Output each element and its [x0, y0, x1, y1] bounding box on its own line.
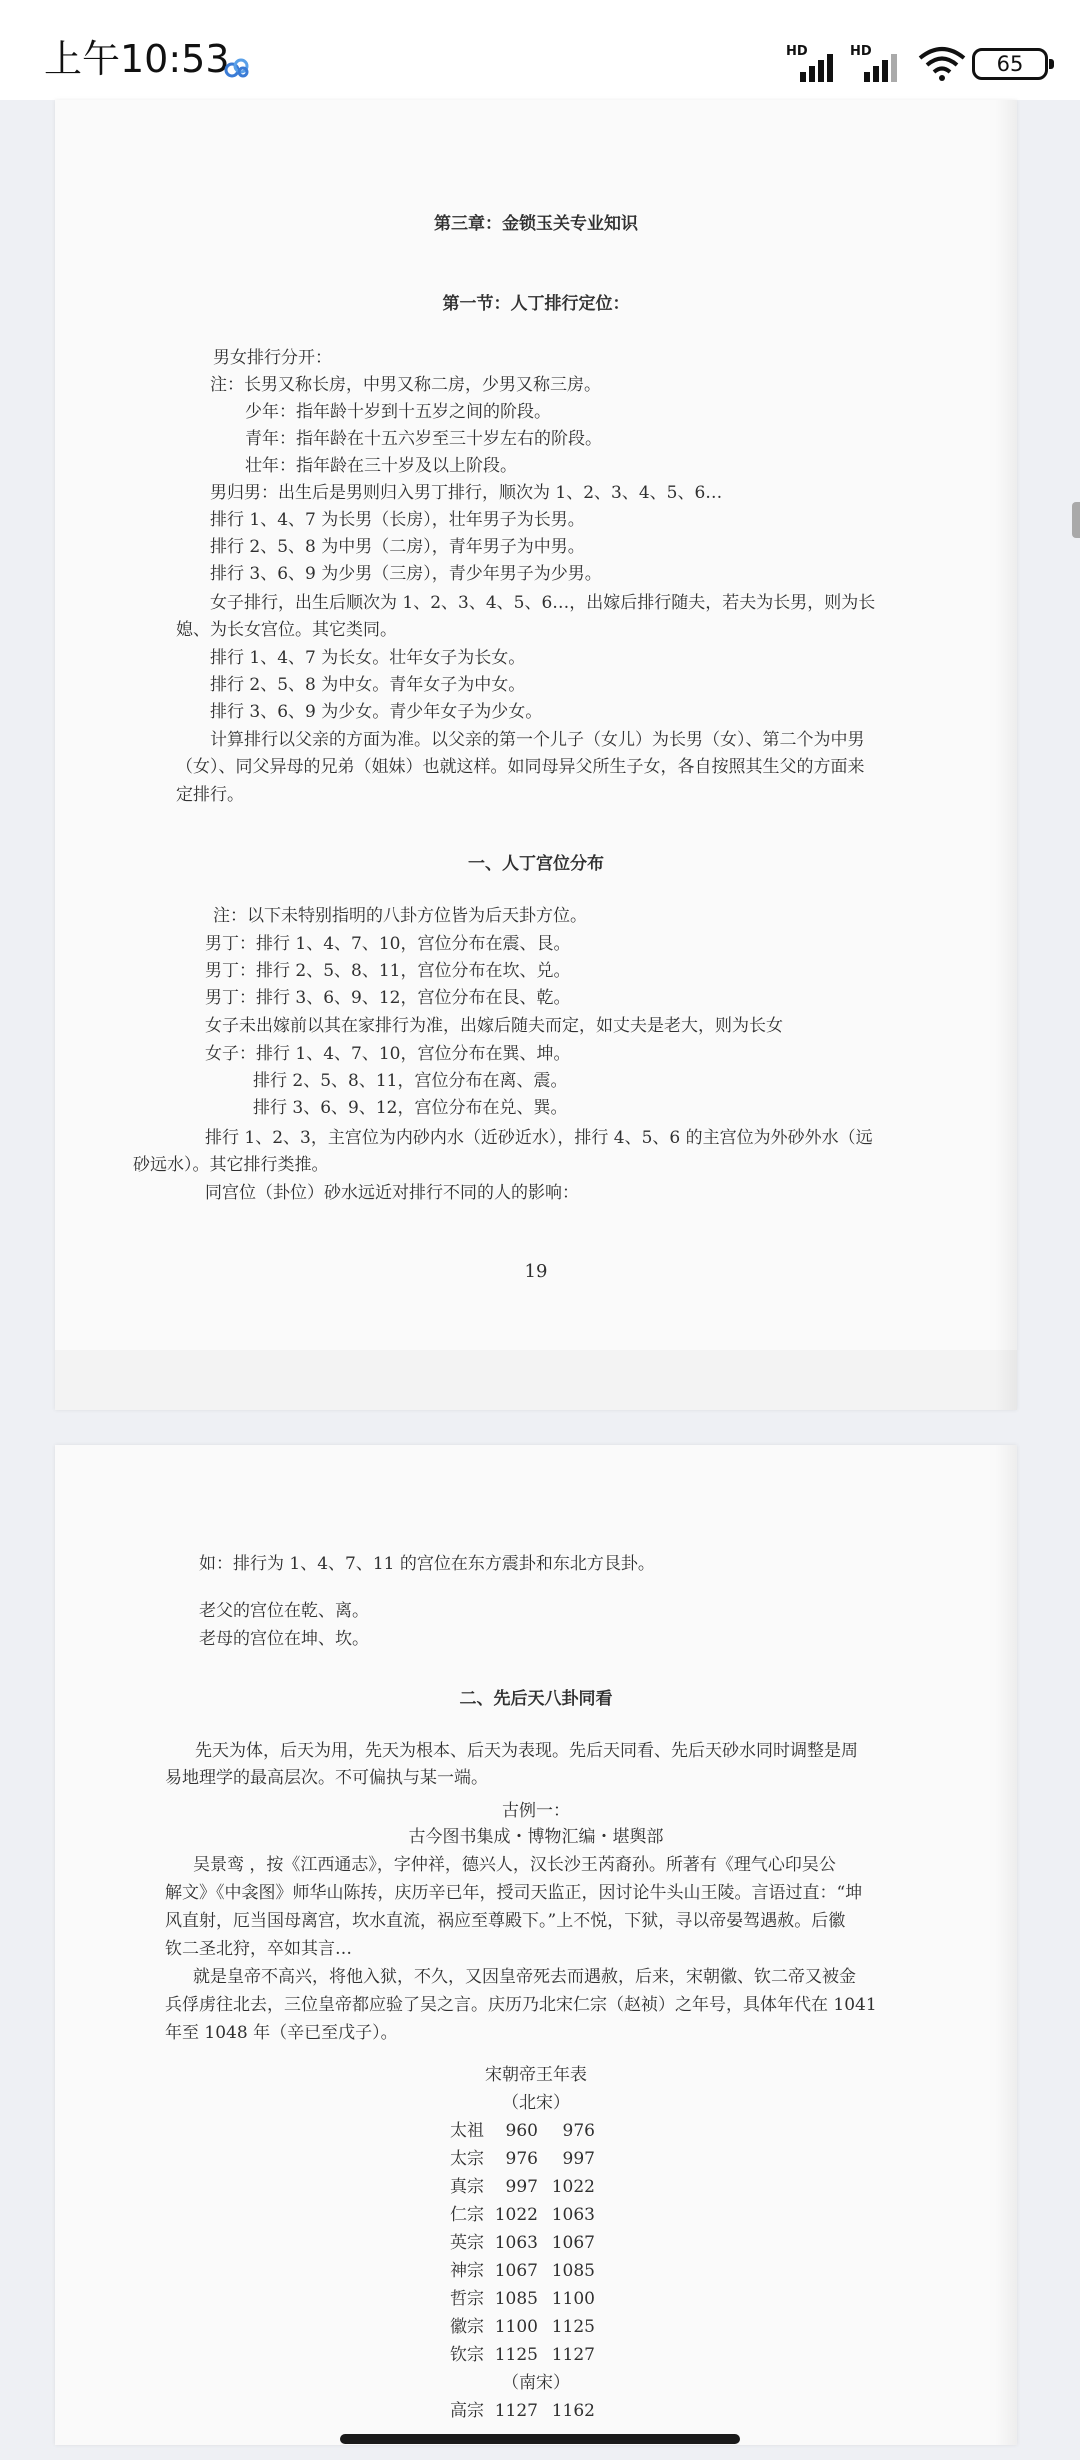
text-line: 计算排行以父亲的方面为准。以父亲的第一个儿子（女儿）为长男（女）、第二个为中男	[210, 730, 865, 750]
text-line: 年至 1048 年（辛已至戊子）。	[165, 2023, 398, 2043]
text-line: 排行 2、5、8 为中男（二房），青年男子为中男。	[210, 537, 585, 557]
table-cell-start: 997	[505, 2177, 538, 2197]
text-line: 男丁：排行 1、4、7、10，宫位分布在震、艮。	[205, 934, 571, 954]
dynasty-label: （北宋）	[502, 2093, 570, 2113]
table-cell-start: 1125	[494, 2345, 538, 2365]
table-cell-start: 1067	[494, 2261, 538, 2281]
subheading: 一、人丁宫位分布	[468, 854, 604, 874]
text-line: 注：以下未特别指明的八卦方位皆为后天卦方位。	[213, 906, 587, 926]
page-number: 19	[524, 1261, 548, 1282]
table-title: 宋朝帝王年表	[485, 2065, 587, 2085]
table-cell-start: 1063	[494, 2233, 538, 2253]
table-cell-end: 1162	[551, 2401, 595, 2421]
text-line: 排行 3、6、9 为少男（三房），青少年男子为少男。	[210, 564, 602, 584]
text-line: 女子排行，出生后顺次为 1、2、3、4、5、6…，出嫁后排行随夫，若夫为长男，则为长	[210, 593, 876, 613]
text-line: 女子未出嫁前以其在家排行为准，出嫁后随夫而定，如丈夫是老大，则为长女	[205, 1016, 783, 1036]
text-line: 男归男：出生后是男则归入男丁排行，顺次为 1、2、3、4、5、6…	[210, 483, 723, 503]
table-cell-start: 1100	[494, 2317, 538, 2337]
table-cell-end: 1125	[551, 2317, 595, 2337]
text-line: 排行 1、4、7 为长男（长房），壮年男子为长男。	[210, 510, 585, 530]
text-line: 排行 2、5、8、11，宫位分布在离、震。	[253, 1071, 568, 1091]
text-line: 排行 1、2、3，主宫位为内砂内水（近砂近水），排行 4、5、6 的主宫位为外砂外水（远	[205, 1128, 873, 1148]
table-cell-start: 976	[505, 2149, 538, 2169]
status-time: 上午10:53	[44, 37, 230, 81]
text-line: 定排行。	[176, 785, 244, 805]
text-line: 男丁：排行 2、5、8、11，宫位分布在坎、兑。	[205, 961, 571, 981]
table-cell-start: 1085	[494, 2289, 538, 2309]
table-cell-name: 钦宗	[450, 2345, 484, 2365]
table-cell-name: 徽宗	[450, 2317, 484, 2337]
chapter-title: 第三章：金锁玉关专业知识	[434, 214, 638, 234]
status-icons	[786, 44, 1046, 84]
scrollbar-thumb[interactable]	[1072, 502, 1080, 538]
text-line: 排行 1、4、7 为长女。壮年女子为长女。	[210, 648, 526, 668]
table-cell-name: 太祖	[450, 2121, 484, 2141]
table-cell-end: 1022	[551, 2177, 595, 2197]
example-title: 古例一：	[502, 1801, 570, 1821]
text-line: 老父的宫位在乾、离。	[199, 1601, 369, 1621]
text-line: 老母的宫位在坤、坎。	[199, 1629, 369, 1649]
table-cell-name: 真宗	[450, 2177, 484, 2197]
page-edge	[995, 1445, 1017, 2445]
table-cell-name: 高宗	[450, 2401, 484, 2421]
table-cell-end: 976	[562, 2121, 595, 2141]
text-line: 男女排行分开：	[213, 348, 332, 368]
table-cell-name: 太宗	[450, 2149, 484, 2169]
document-page-20	[55, 1445, 1017, 2445]
table-cell-name: 哲宗	[450, 2289, 484, 2309]
table-cell-end: 1085	[551, 2261, 595, 2281]
text-line: 壮年：指年龄在三十岁及以上阶段。	[245, 456, 517, 476]
table-cell-end: 997	[562, 2149, 595, 2169]
table-cell-end: 1067	[551, 2233, 595, 2253]
wifi-icon	[918, 46, 966, 82]
text-line: 少年：指年龄十岁到十五岁之间的阶段。	[245, 402, 551, 422]
table-cell-end: 1063	[551, 2205, 595, 2225]
table-cell-name: 神宗	[450, 2261, 484, 2281]
text-line: 解文》《中衾图》师华山陈抟，庆历辛已年，授司天监正，因讨论牛头山王陵。言语过直：“坤	[165, 1883, 863, 1903]
text-line: 如：排行为 1、4、7、11 的宫位在东方震卦和东北方艮卦。	[199, 1554, 655, 1574]
text-line: 注：长男又称长房，中男又称二房，少男又称三房。	[210, 375, 601, 395]
hd-label: HD	[786, 44, 808, 59]
hd-label: HD	[850, 44, 872, 59]
table-cell-name: 英宗	[450, 2233, 484, 2253]
text-line: 钦二圣北狩，卒如其言…	[165, 1939, 352, 1959]
status-bar	[0, 0, 1080, 100]
text-line: 易地理学的最高层次。不可偏执与某一端。	[165, 1768, 488, 1788]
battery-icon: 65	[972, 48, 1048, 80]
text-line: 男丁：排行 3、6、9、12，宫位分布在艮、乾。	[205, 988, 571, 1008]
text-line: 排行 2、5、8 为中女。青年女子为中女。	[210, 675, 526, 695]
example-source: 古今图书集成・博物汇编・堪舆部	[408, 1827, 664, 1847]
text-line: （女）、同父异母的兄弟（姐妹）也就这样。如同母异父所生子女，各自按照其生父的方面来	[176, 757, 865, 777]
text-line: 风直射，厄当国母离宫，坎水直流，祸应至尊殿下。”上不悦，下狱，寻以帝晏驾遇赦。后徽	[165, 1911, 846, 1931]
text-line: 吴景鸾 ，按《江西通志》，字仲祥，德兴人，汉长沙王芮裔孙。所著有《理气心印吴公	[193, 1855, 836, 1875]
cloud-sync-icon	[224, 56, 250, 78]
text-line: 女子：排行 1、4、7、10，宫位分布在巽、坤。	[205, 1044, 571, 1064]
text-line: 就是皇帝不高兴，将他入狱，不久，又因皇帝死去而遇赦，后来，宋朝徽、钦二帝又被金	[193, 1967, 856, 1987]
text-line: 青年：指年龄在十五六岁至三十岁左右的阶段。	[245, 429, 602, 449]
home-indicator[interactable]	[340, 2434, 740, 2444]
table-cell-start: 1022	[494, 2205, 538, 2225]
section-title: 第一节：人丁排行定位：	[442, 294, 630, 314]
text-line: 排行 3、6、9、12，宫位分布在兑、巽。	[253, 1098, 568, 1118]
table-cell-start: 1127	[494, 2401, 538, 2421]
table-cell-end: 1100	[551, 2289, 595, 2309]
text-line: 先天为体，后天为用，先天为根本、后天为表现。先后天同看、先后天砂水同时调整是周	[195, 1741, 858, 1761]
signal-icon	[850, 44, 910, 84]
section-heading: 二、先后天八卦同看	[459, 1689, 613, 1709]
table-cell-start: 960	[505, 2121, 538, 2141]
table-cell-end: 1127	[551, 2345, 595, 2365]
text-line: 兵俘虏往北去，三位皇帝都应验了吴之言。庆历乃北宋仁宗（赵祯）之年号，具体年代在 1041	[165, 1995, 877, 2015]
text-line: 砂远水）。其它排行类推。	[133, 1155, 329, 1175]
table-cell-name: 仁宗	[450, 2205, 484, 2225]
text-line: 排行 3、6、9 为少女。青少年女子为少女。	[210, 702, 543, 722]
document-page-19	[55, 100, 1017, 1410]
dynasty-label: （南宋）	[502, 2373, 570, 2393]
signal-icon	[786, 44, 846, 84]
text-line: 媳、为长女宫位。其它类同。	[176, 620, 397, 640]
text-line: 同宫位（卦位）砂水远近对排行不同的人的影响：	[205, 1183, 579, 1203]
